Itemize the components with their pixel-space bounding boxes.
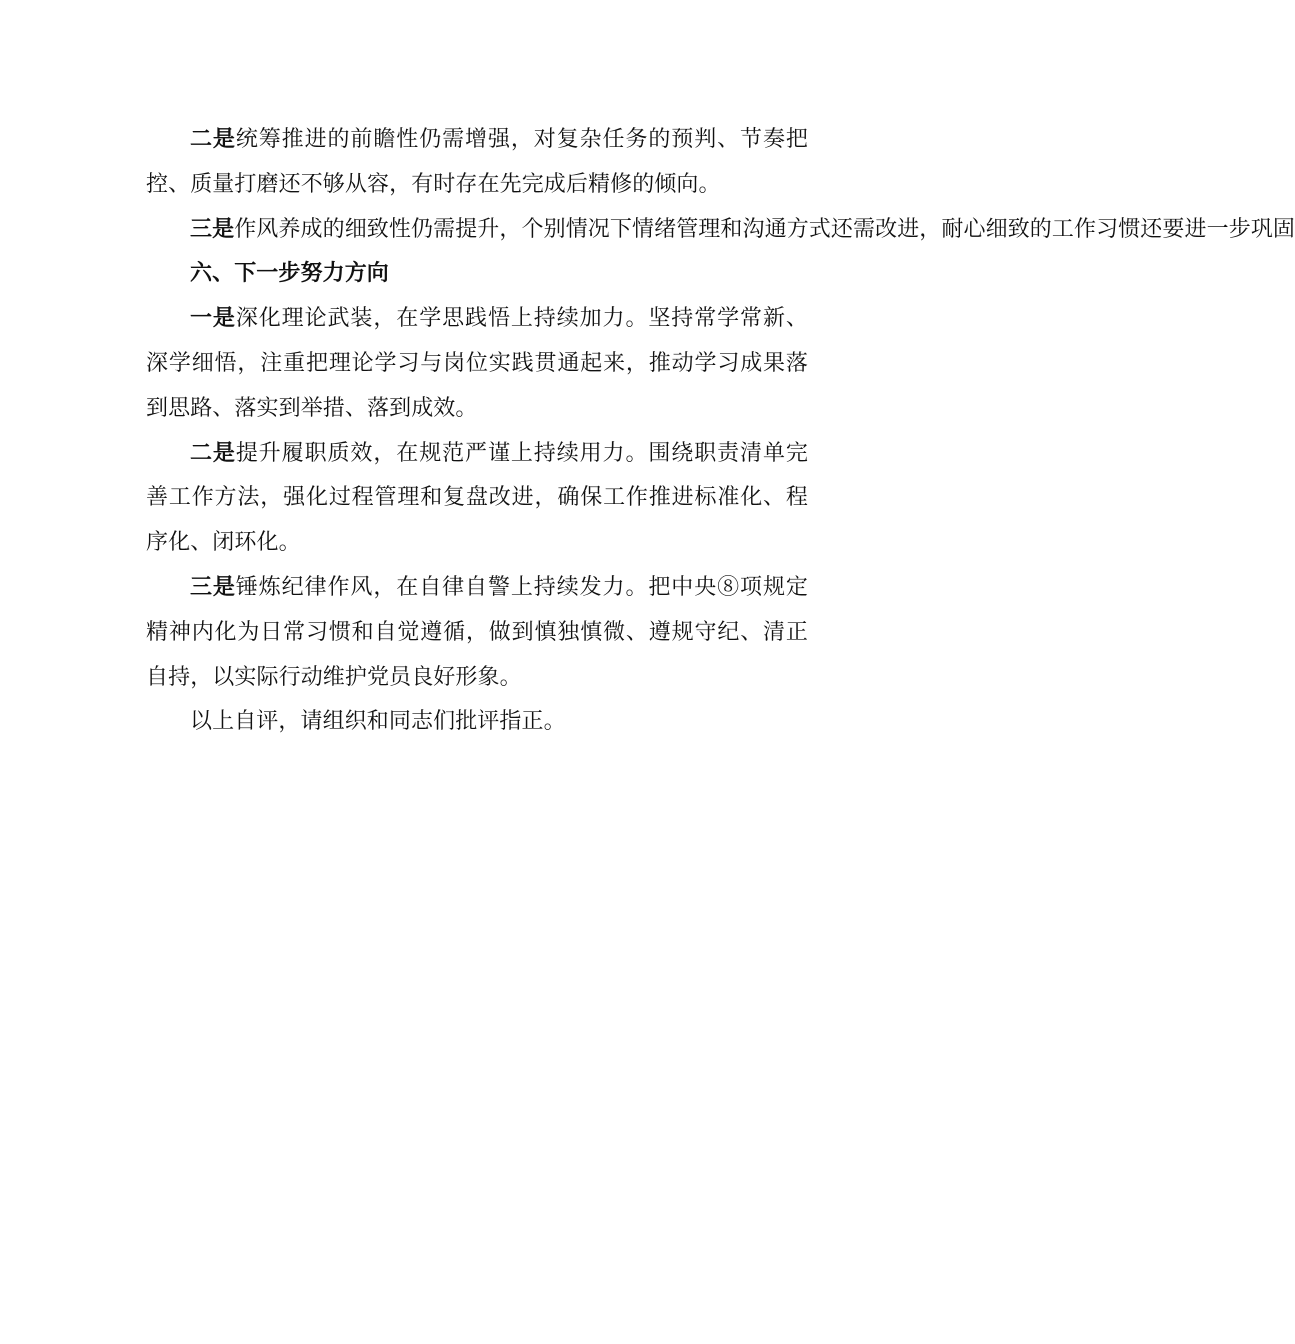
paragraph-lead: 三是 <box>190 216 235 242</box>
paragraph-text: 作风养成的细致性仍需提升，个别情况下情绪管理和沟通方式还需改进，耐心细致的工作习惯还要进一步巩固 <box>234 216 1295 242</box>
paragraph-lead: 二是 <box>190 127 236 152</box>
section-heading: 六、下一步努力方向 <box>190 261 389 287</box>
paragraph-text: 锤炼纪律作风，在自律自警上持续发力。把中央⑧项规定精神内化为日常习惯和自觉遵循，做到慎独慎微、遵规守纪、清正自持，以实际行动维护党员良好形象。 <box>146 574 808 690</box>
paragraph-text: 深化理论武装，在学思践悟上持续加力。坚持常学常新、深学细悟，注重把理论学习与岗位实践贯通起来，推动学习成果落到思路、落实到举措、落到成效。 <box>146 306 808 421</box>
paragraph-text: 提升履职质效，在规范严谨上持续用力。围绕职责清单完善工作方法，强化过程管理和复盘改进，确保工作推进标准化、程序化、闭环化。 <box>146 440 808 556</box>
paragraph-text: 统筹推进的前瞻性仍需增强，对复杂任务的预判、节奏把控、质量打磨还不够从容，有时存在先完成后精修的倾向。 <box>146 127 808 197</box>
paragraph-lead: 三是 <box>190 574 236 600</box>
paragraph-performance <box>146 432 808 566</box>
paragraph-lead: 一是 <box>190 306 236 332</box>
document-body <box>146 118 1295 745</box>
closing-remark: 以上自评，请组织和同志们批评指正。 <box>190 709 566 735</box>
paragraph-theory <box>146 297 808 431</box>
paragraph-work-style <box>146 208 1295 253</box>
paragraph-discipline <box>146 566 808 700</box>
paragraph-coordination <box>146 118 808 208</box>
paragraph-lead: 二是 <box>190 440 236 466</box>
